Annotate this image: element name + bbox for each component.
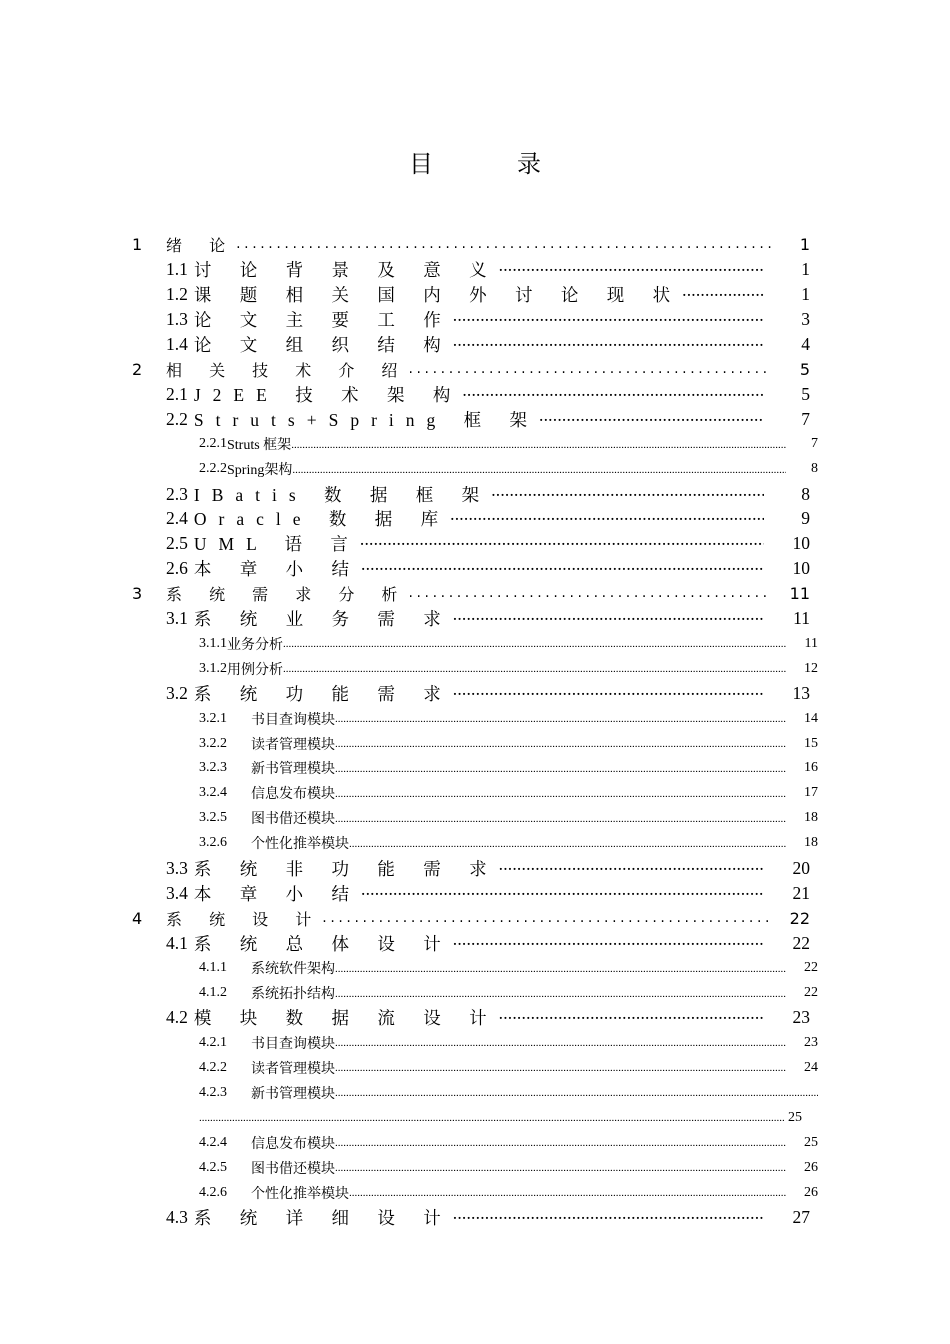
toc-dot-leader [453, 1205, 764, 1230]
toc-dot-leader [283, 656, 786, 681]
toc-entry-title: 本 章 小 结 [193, 883, 361, 904]
toc-entry[interactable] [0, 1155, 950, 1180]
toc-entry-number: 3.1.1 [199, 635, 227, 651]
toc-entry[interactable] [0, 781, 950, 806]
toc-entry-title: Struts+Spring 框 架 [193, 409, 540, 430]
toc-entry[interactable] [0, 457, 950, 482]
toc-dot-leader [349, 1180, 786, 1205]
toc-entry-page: 23 [804, 1034, 818, 1050]
toc-entry-number: 2.3 [166, 483, 188, 504]
toc-entry[interactable] [0, 931, 950, 956]
toc-entry-page: 9 [801, 508, 810, 529]
toc-entry-title: 系 统 设 计 [166, 909, 323, 929]
toc-entry-page: 5 [799, 359, 810, 379]
toc-entry-title: 系 统 详 细 设 计 [193, 1208, 453, 1229]
toc-entry[interactable] [0, 731, 950, 756]
toc-entry-title: 用例分析 [227, 662, 283, 678]
toc-entry-number: 3.2.4 [199, 785, 227, 801]
toc-entry-page: 22 [792, 932, 810, 953]
toc-entry-page: 25 [788, 1109, 802, 1125]
toc-entry-title: IBatis 数 据 框 架 [193, 484, 492, 505]
toc-entry-title: 相 关 技 术 介 绍 [166, 360, 409, 380]
toc-entry-page: 14 [804, 710, 818, 726]
toc-entry-title: 系 统 业 务 需 求 [193, 609, 453, 630]
toc-entry-number: 2.2.2 [199, 461, 227, 477]
toc-entry[interactable] [0, 1005, 950, 1030]
toc-entry-page: 1 [801, 258, 810, 279]
toc-entry-page: 22 [804, 985, 818, 1000]
toc-entry-page: 11 [789, 584, 810, 604]
toc-dot-leader [453, 606, 764, 631]
toc-dot-leader [335, 1080, 818, 1105]
toc-dot-leader [335, 956, 786, 981]
toc-entry-title: 论 文 组 织 结 构 [193, 334, 453, 355]
toc-entry[interactable] [0, 506, 950, 531]
toc-entry-number: 4.2.5 [199, 1159, 227, 1175]
toc-entry[interactable] [0, 232, 950, 257]
toc-entry-page: 10 [792, 533, 810, 554]
toc-entry-number: 3.2.1 [199, 710, 227, 726]
toc-entry-number: 2 [132, 359, 143, 379]
toc-entry-number: 3.2 [166, 683, 188, 704]
toc-entry-title: J2EE 技 术 架 构 [193, 384, 463, 405]
toc-entry-title: 系 统 需 求 分 析 [166, 585, 409, 605]
toc-dot-leader [499, 257, 764, 282]
toc-entry-page: 1 [801, 283, 810, 304]
toc-entry-page: 26 [804, 1159, 818, 1175]
toc-entry-page: 7 [811, 436, 818, 452]
toc-entry-number: 3.2.6 [199, 835, 227, 851]
toc-entry-number: 2.2 [166, 408, 188, 429]
toc-dot-leader [453, 931, 764, 956]
toc-entry-number: 2.2.1 [199, 436, 227, 452]
toc-dot-leader [335, 1155, 786, 1180]
toc-entry-number: 3.1.2 [199, 660, 227, 676]
toc-entry-number: 3.4 [166, 882, 188, 903]
toc-entry-title: 系统软件架构 [251, 962, 335, 978]
toc-entry-title: 个性化推举模块 [251, 1186, 349, 1202]
toc-dot-leader [682, 282, 764, 307]
toc-dot-leader [335, 756, 786, 781]
toc-entry-page: 25 [804, 1134, 818, 1150]
toc-entry-number: 2.5 [166, 533, 188, 554]
toc-entry-number: 4.2.6 [199, 1184, 227, 1200]
toc-entry-title: Struts 框架 [227, 438, 292, 454]
toc-entry-page: 1 [799, 235, 810, 254]
toc-entry[interactable] [0, 756, 950, 781]
toc-entry[interactable] [0, 1105, 950, 1130]
toc-entry-title: Spring架构 [227, 463, 293, 479]
toc-entry-title: 论 文 主 要 工 作 [193, 309, 453, 330]
toc-dot-leader [349, 831, 786, 856]
toc-dot-leader [291, 432, 786, 457]
toc-entry-title: 绪 论 [166, 236, 237, 255]
toc-dot-leader [408, 581, 772, 606]
toc-entry-page: 20 [792, 857, 810, 878]
toc-entry-title: 图书借还模块 [251, 1161, 335, 1177]
toc-entry-number: 3.1 [166, 608, 188, 629]
toc-entry-title: 读者管理模块 [251, 1061, 335, 1077]
toc-entry-number: 4.2.1 [199, 1034, 227, 1050]
page-title: 目 录 [409, 150, 571, 178]
toc-entry-title: 系统拓扑结构 [251, 987, 335, 1002]
toc-entry-title: 书目查询模块 [251, 712, 335, 728]
toc-entry-title: 课 题 相 关 国 内 外 讨 论 现 状 [193, 284, 683, 305]
toc-entry[interactable] [0, 1080, 950, 1105]
toc-entry-page: 18 [804, 810, 818, 826]
toc-dot-leader [539, 407, 764, 432]
toc-entry-number: 2.1 [166, 383, 188, 404]
toc-dot-leader [462, 382, 764, 407]
toc-entry-title: 模 块 数 据 流 设 计 [193, 1008, 499, 1029]
toc-entry-number: 2.4 [166, 508, 188, 529]
toc-dot-leader [453, 307, 764, 332]
toc-entry[interactable] [0, 282, 950, 307]
toc-dot-leader [335, 731, 786, 756]
toc-entry-title: 信息发布模块 [251, 1136, 335, 1152]
toc-dot-leader [335, 981, 786, 1006]
toc-entry[interactable] [0, 357, 950, 382]
toc-entry-page: 18 [804, 835, 818, 851]
toc-entry-number: 3.2.5 [199, 810, 227, 826]
toc-entry[interactable] [0, 307, 950, 332]
toc-entry-page: 12 [804, 660, 818, 676]
toc-entry-page: 17 [804, 785, 818, 801]
toc-entry-page: 7 [801, 408, 810, 429]
toc-entry-page: 21 [792, 882, 810, 903]
toc-dot-leader [360, 531, 764, 556]
toc-entry-page: 5 [801, 383, 810, 404]
toc-entry-page: 11 [804, 635, 818, 651]
toc-entry-number: 1 [132, 235, 143, 254]
toc-entry-title: 图书借还模块 [251, 812, 335, 828]
toc-entry-number: 1.2 [166, 283, 188, 304]
toc-entry[interactable] [0, 407, 950, 432]
toc-entry-title: 书目查询模块 [251, 1036, 335, 1052]
toc-dot-leader [450, 506, 764, 531]
toc-entry[interactable] [0, 482, 950, 507]
toc-entry[interactable] [0, 1130, 950, 1155]
toc-entry-page: 27 [792, 1207, 810, 1228]
toc-entry[interactable] [0, 1055, 950, 1080]
toc-entry-number: 2.6 [166, 558, 188, 579]
toc-dot-leader [335, 1030, 786, 1055]
toc-dot-leader [322, 906, 772, 931]
toc-entry-page: 8 [811, 461, 818, 477]
toc-entry-number: 1.1 [166, 258, 188, 279]
toc-entry[interactable] [0, 531, 950, 556]
toc-entry-page: 22 [804, 960, 818, 976]
toc-entry-page: 10 [792, 558, 810, 579]
toc-dot-leader [335, 806, 786, 831]
toc-entry-number: 4.1.2 [199, 985, 227, 1000]
toc-entry-title: 新书管理模块 [251, 1086, 335, 1102]
toc-entry-title: 系 统 非 功 能 需 求 [193, 858, 499, 879]
toc-entry-number: 4.2.4 [199, 1134, 227, 1150]
toc-dot-leader [335, 1130, 786, 1155]
toc-entry[interactable] [0, 856, 950, 881]
toc-entry-number: 3 [132, 584, 143, 604]
toc-entry-number: 4.2 [166, 1007, 188, 1028]
toc-entry-title: 讨 论 背 景 及 意 义 [193, 259, 499, 280]
toc-dot-leader [335, 1055, 786, 1080]
toc-entry-title: 个性化推举模块 [251, 837, 349, 853]
toc-dot-leader [408, 357, 772, 382]
toc-entry[interactable] [0, 382, 950, 407]
toc-entry[interactable] [0, 881, 950, 906]
toc-entry-number: 3.2.2 [199, 735, 227, 751]
toc-dot-leader [236, 232, 772, 257]
toc-entry[interactable] [0, 1180, 950, 1205]
toc-entry-title: 本 章 小 结 [193, 559, 361, 580]
toc-entry-number: 4.3 [166, 1207, 188, 1228]
toc-entry-title: 系 统 总 体 设 计 [193, 933, 453, 954]
toc-entry[interactable] [0, 332, 950, 357]
toc-dot-leader [283, 631, 786, 656]
toc-entry-number: 3.2.3 [199, 760, 227, 776]
toc-entry-page: 23 [792, 1007, 810, 1028]
toc-entry-title: Oracle 数 据 库 [193, 509, 451, 530]
toc-entry[interactable] [0, 432, 950, 457]
toc-entry[interactable] [0, 631, 950, 656]
toc-dot-leader [499, 856, 764, 881]
toc-entry-title: 新书管理模块 [251, 762, 335, 778]
toc-entry-title: 业务分析 [227, 637, 283, 653]
toc-dot-leader [199, 1105, 784, 1130]
toc-entry-page: 15 [804, 735, 818, 751]
toc-entry[interactable] [0, 956, 950, 981]
toc-entry-number: 4.1 [166, 932, 188, 953]
toc-entry[interactable] [0, 831, 950, 856]
toc-entry[interactable] [0, 806, 950, 831]
toc-entry-number: 4 [132, 908, 143, 928]
toc-entry[interactable] [0, 706, 950, 731]
toc-entry-title: 系 统 功 能 需 求 [193, 684, 453, 705]
toc-entry[interactable] [0, 257, 950, 282]
toc-entry-title: 读者管理模块 [251, 737, 335, 753]
toc-entry-page: 26 [804, 1184, 818, 1200]
toc-entry[interactable] [0, 656, 950, 681]
toc-entry-page: 4 [801, 333, 810, 354]
toc-dot-leader [335, 706, 786, 731]
toc-entry-page: 16 [804, 760, 818, 776]
toc-entry-page: 13 [792, 683, 810, 704]
toc-dot-leader [292, 457, 786, 482]
toc-dot-leader [453, 332, 764, 357]
toc-entry-number: 4.2.2 [199, 1059, 227, 1075]
toc-entry[interactable] [0, 606, 950, 631]
toc-entry[interactable] [0, 681, 950, 706]
toc-entry-number: 4.1.1 [199, 960, 227, 976]
toc-dot-leader [361, 881, 764, 906]
toc-entry-number: 4.2.3 [199, 1084, 227, 1100]
toc-entry-title: 信息发布模块 [251, 787, 335, 803]
toc-entry-page: 3 [801, 308, 810, 329]
toc-entry[interactable] [0, 1205, 950, 1230]
toc-entry[interactable] [0, 981, 950, 1006]
toc-entry[interactable] [0, 581, 950, 606]
toc-dot-leader [361, 556, 764, 581]
toc-entry[interactable] [0, 906, 950, 931]
toc-dot-leader [453, 681, 764, 706]
toc-entry-page: 24 [804, 1059, 818, 1075]
toc-dot-leader [491, 482, 764, 507]
toc-entry-number: 1.3 [166, 308, 188, 329]
toc-entry-page: 11 [793, 608, 810, 629]
toc-entry-page: 8 [801, 483, 810, 504]
toc-entry-number: 1.4 [166, 333, 188, 354]
toc-dot-leader [335, 781, 786, 806]
toc-entry-page: 22 [789, 908, 810, 928]
toc-entry[interactable] [0, 556, 950, 581]
toc-dot-leader [499, 1005, 764, 1030]
toc-entry-number: 3.3 [166, 857, 188, 878]
toc-entry-title: UML 语 言 [193, 534, 360, 555]
toc-entry[interactable] [0, 1030, 950, 1055]
